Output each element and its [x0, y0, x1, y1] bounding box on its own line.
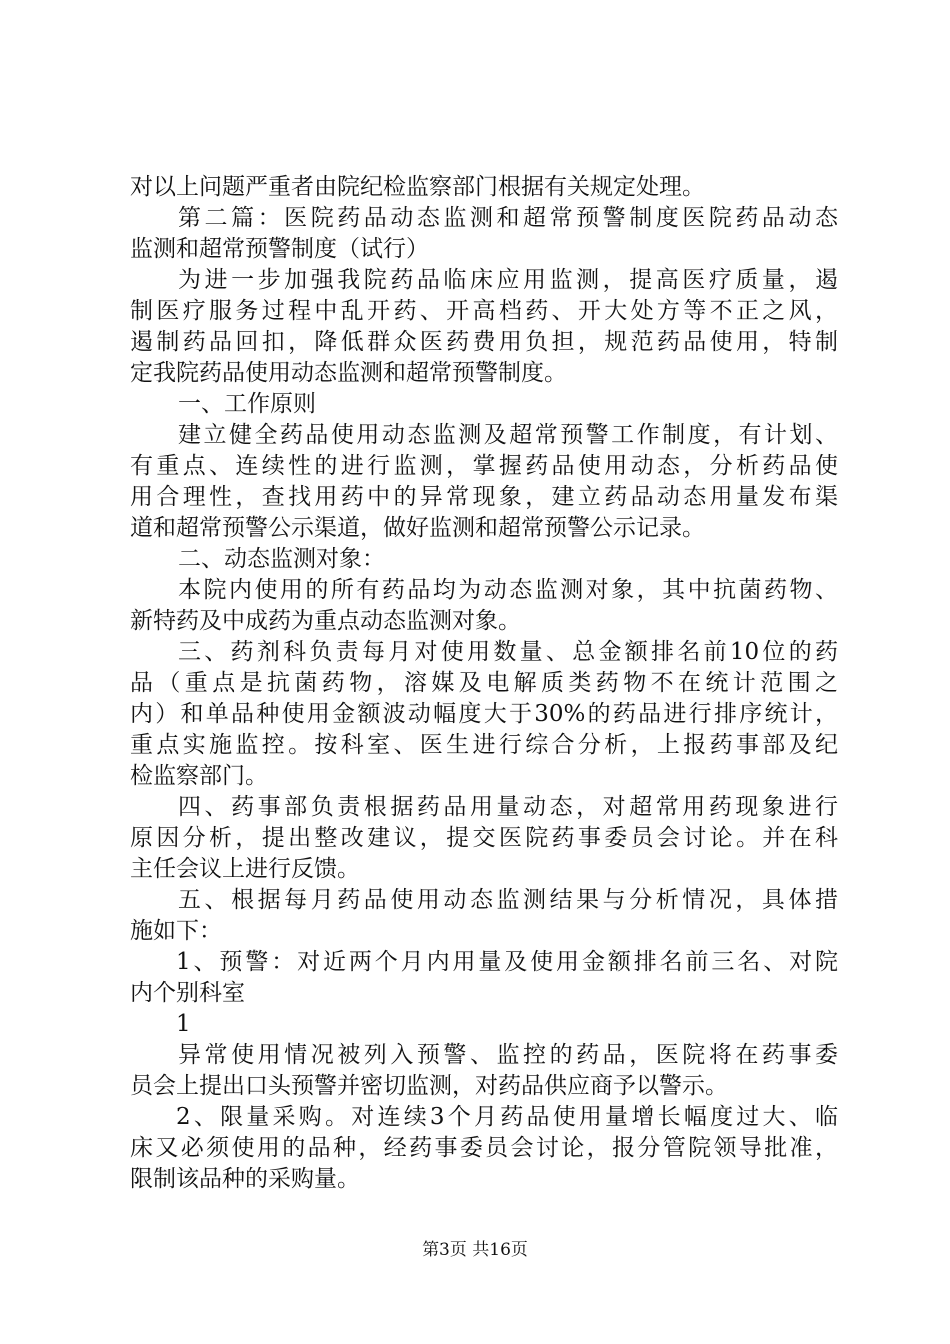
inline-page-number: 1 — [176, 1011, 191, 1037]
text-line: 员会上提出口头预警并密切监测，对药品供应商予以警示。 — [130, 1073, 728, 1099]
text-line: 用合理性，查找用药中的异常现象，建立药品动态用量发布渠 — [130, 484, 838, 510]
text-line: 新特药及中成药为重点动态监测对象。 — [130, 608, 521, 634]
text-line: 五、根据每月药品使用动态监测结果与分析情况，具体措 — [178, 887, 838, 913]
text-line: 定我院药品使用动态监测和超常预警制度。 — [130, 360, 567, 386]
text-line: 内个别科室 — [130, 980, 245, 1006]
text-line: 1、预警：对近两个月内用量及使用金额排名前三名、对院 — [176, 949, 838, 975]
text-line: 制医疗服务过程中乱开药、开高档药、开大处方等不正之风， — [130, 298, 838, 324]
section-heading-line: 第二篇：医院药品动态监测和超常预警制度医院药品动态 — [178, 205, 838, 231]
text-line: 2、限量采购。对连续3个月药品使用量增长幅度过大、临 — [176, 1104, 838, 1130]
text-line: 建立健全药品使用动态监测及超常预警工作制度，有计划、 — [178, 422, 838, 448]
text-line: 本院内使用的所有药品均为动态监测对象，其中抗菌药物、 — [178, 577, 838, 603]
text-line: 品（重点是抗菌药物，溶媒及电解质类药物不在统计范围之 — [130, 670, 838, 696]
text-line: 原因分析，提出整改建议，提交医院药事委员会讨论。并在科 — [130, 825, 838, 851]
text-line: 四、药事部负责根据药品用量动态，对超常用药现象进行 — [178, 794, 838, 820]
text-line: 异常使用情况被列入预警、监控的药品，医院将在药事委 — [178, 1042, 838, 1068]
text-line: 对以上问题严重者由院纪检监察部门根据有关规定处理。 — [130, 174, 705, 200]
text-line: 道和超常预警公示渠道，做好监测和超常预警公示记录。 — [130, 515, 705, 541]
section-heading-line: 一、工作原则 — [178, 391, 316, 417]
text-line: 三、药剂科负责每月对使用数量、总金额排名前10位的药 — [178, 639, 838, 665]
text-line: 遏制药品回扣，降低群众医药费用负担，规范药品使用，特制 — [130, 329, 838, 355]
text-line: 有重点、连续性的进行监测，掌握药品使用动态，分析药品使 — [130, 453, 838, 479]
text-line: 施如下： — [130, 918, 222, 944]
text-line: 内）和单品种使用金额波动幅度大于30%的药品进行排序统计， — [130, 701, 838, 727]
text-line: 主任会议上进行反馈。 — [130, 856, 360, 882]
text-line: 重点实施监控。按科室、医生进行综合分析，上报药事部及纪 — [130, 732, 838, 758]
text-line: 为进一步加强我院药品临床应用监测，提高医疗质量，遏 — [178, 267, 838, 293]
text-line: 限制该品种的采购量。 — [130, 1166, 360, 1192]
text-line: 检监察部门。 — [130, 763, 268, 789]
text-line: 床又必须使用的品种，经药事委员会讨论，报分管院领导批准， — [130, 1135, 838, 1161]
section-heading-line: 二、动态监测对象： — [178, 546, 385, 572]
text-line: 监测和超常预警制度（试行） — [130, 236, 429, 262]
document-body — [130, 172, 838, 1195]
page-footer: 第3页 共16页 — [422, 1240, 528, 1260]
